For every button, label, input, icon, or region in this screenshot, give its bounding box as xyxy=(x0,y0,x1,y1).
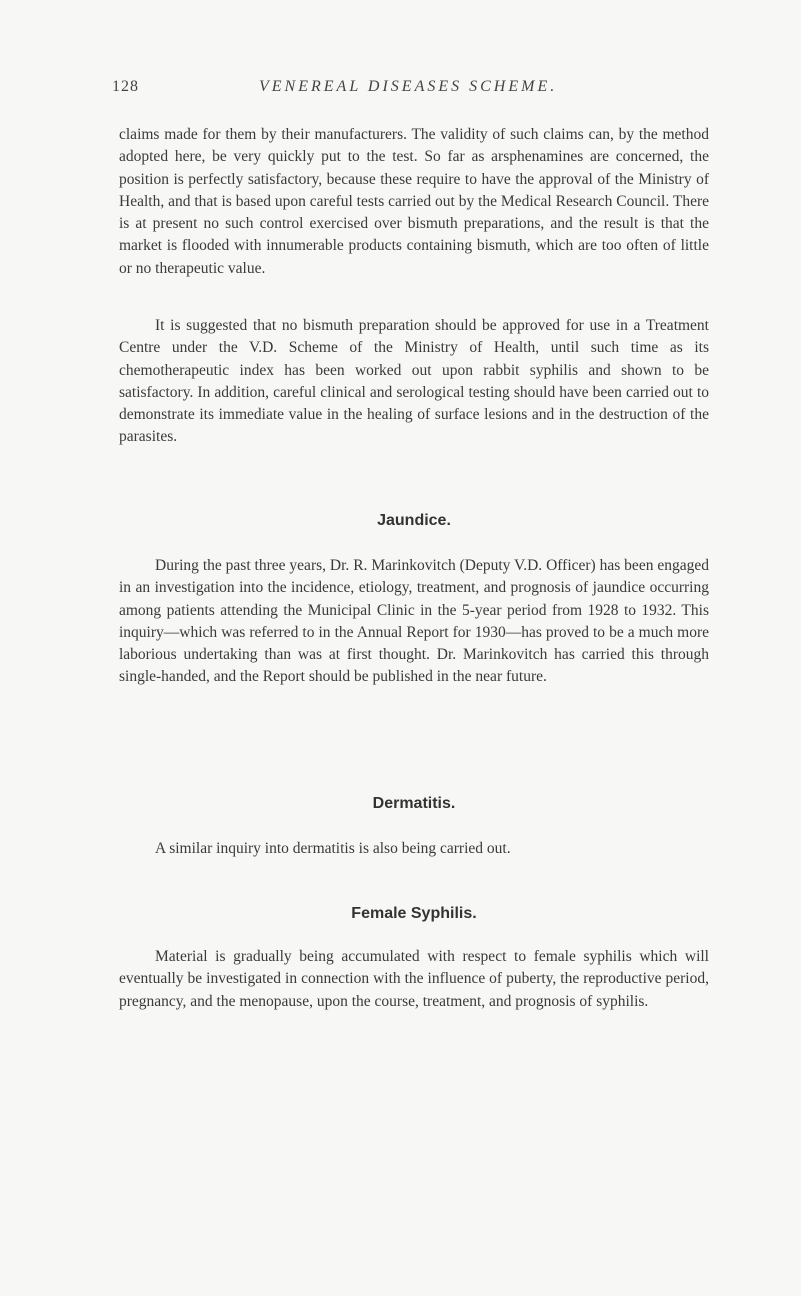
page-number: 128 xyxy=(112,78,139,95)
heading-jaundice: Jaundice. xyxy=(377,512,451,529)
paragraph-bismuth-approval: It is suggested that no bismuth preparation should be approved for use in a Treatment Centre under the V.D. Scheme of the Ministry of Health, until such time as its chemotherapeutic index has been worked out upon rabbit syphilis and shown to be satisfactory. In addition, careful clinical and serological testing should have been carried out to demonstrate its immediate value in the healing of surface lesions and in the destruction of the parasites. xyxy=(119,317,709,446)
paragraph-jaundice: During the past three years, Dr. R. Marinkovitch (Deputy V.D. Officer) has been engaged in an investigation into the incidence, etiology, treatment, and prognosis of jaundice occurring among patients attending the Municipal Clinic in the 5-year period from 1928 to 1932. This inquiry—which was referred to in the Annual Report for 1930—has proved to be a much more laborious undertaking than was at first thought. Dr. Marinkovitch has carried this through single-handed, and the Report should be published in the near future. xyxy=(119,557,709,686)
paragraph-female-syphilis: Material is gradually being accumulated with respect to female syphilis which will eventually be investigated in connection with the influence of puberty, the reproductive period, pregnancy, and the menopause, upon the course, treatment, and prognosis of syphilis. xyxy=(119,948,709,1010)
paragraph-dermatitis: A similar inquiry into dermatitis is also being carried out. xyxy=(155,840,511,857)
paragraph-bismuth-claims: claims made for them by their manufacturers. The validity of such claims can, by the method adopted here, be very quickly put to the test. So far as arsphenamines are concerned, the position is perfectly satisfactory, because these require to have the approval of the Ministry of Health, and that is based upon careful tests carried out by the Medical Research Council. There is at present no such control exercised over bismuth preparations, and the result is that the market is flooded with innumerable products containing bismuth, which are too often of little or no therapeutic value. xyxy=(119,126,709,277)
running-title: VENEREAL DISEASES SCHEME. xyxy=(259,78,558,95)
heading-female-syphilis: Female Syphilis. xyxy=(351,905,477,922)
heading-dermatitis: Dermatitis. xyxy=(372,795,456,812)
running-head xyxy=(112,78,709,102)
